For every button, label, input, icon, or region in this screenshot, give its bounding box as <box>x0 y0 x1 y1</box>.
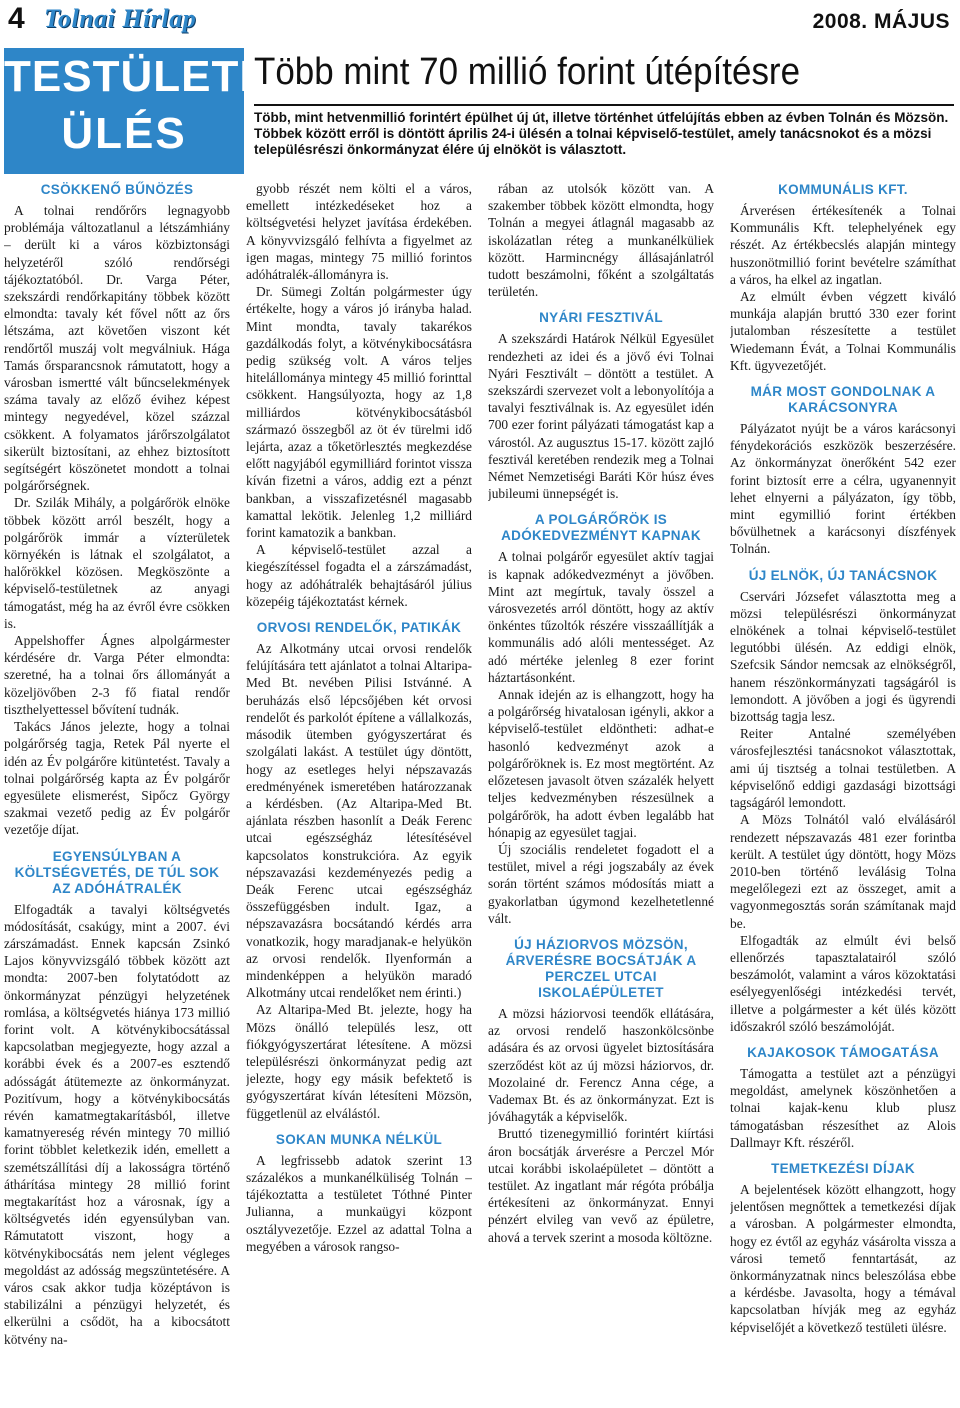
paragraph: Appelshoffer Ágnes alpolgármester kérdésére dr. Varga Péter elmondta: szeretné, ha a tolnai őrs állományát a közeljövőben 2-3 fő fiatal rendőr tiszthelyettessel bővítení tudnák. <box>4 633 230 717</box>
paragraph: Pályázatot nyújt be a város karácsonyi fénydekorációs eszközök beszerzésére. Az önkormányzat önerőként 542 ezer forint biztosít erre a célra, ugyanennyit lehet elnyerni a pályázaton, így több, mint egymillió forint értékben bővülhetnek a karácsonyi díszfények Tolnán. <box>730 421 956 557</box>
paragraph: Dr. Sümegi Zoltán polgármester úgy értékelte, hogy a város jó irányba halad. Mint mondta, tavaly takarékos gazdálkodás folyt, a kötvénykibocsátásra pedig szükség volt. A város teljes hitelállománya mintegy 45 millió forinttal csökkent. Hangsúlyozta, hogy az 1,8 milliárdos kötvénykibocsátásból származó összegből az öt év türelmi idő lejárta, azaz a tőketörlesztés megkezdése előtt nagyjából egymilliárd forintot vissza kíván fizetni a város, addig ezt a pénzt bankban, a visszafizetésnél magasabb kamattal lekötik. Jelenleg 1,2 milliárd forint kamatozik a bankban. <box>246 284 472 541</box>
subheading: A POLGÁRŐRÖK IS ADÓKEDVEZMÉNYT KAPNAK <box>501 512 701 544</box>
paragraph: Árverésen értékesítenék a Tolnai Kommunális Kft. telephelyének egy részét. Az értékbecslés alapján mintegy huszonötmillió forint bevételre számíthat a város, ha elkel az ingatlan. <box>730 203 956 287</box>
paragraph: Cservári Józsefet választotta meg a mözsi településrészi önkormányzat elnökének a tolnai képviselő-testület legutóbbi ülésén. Az eddigi elnök, Szefcsik Sándor nemcsak az elnökségről, hanem részönkormányzati tagságáról is lemondott. A jövőben a jogi és ügyrendi bizottság tagja lesz. <box>730 588 956 725</box>
subheading: KAJAKOSOK TÁMOGATÁSA <box>747 1044 939 1060</box>
subheading: EGYENSÚLYBAN A KÖLTSÉGVETÉS, DE TÚL SOK AZ ADÓHÁTRALÉK <box>14 848 220 896</box>
article-headline: Több mint 70 millió forint útépítésre <box>254 51 801 93</box>
subheading: KOMMUNÁLIS KFT. <box>778 182 908 197</box>
paragraph: A mözsi háziorvosi teendők ellátására, az orvosi rendelő haszonkölcsönbe adására és az orvosi ügyelet biztosítására szerződést köt az új mözsi háziorvos, dr. Mozolainé dr. Ferencz Anna cége, a Vademax Bt. és az önkormányzat. Ezt is jóváhagyták a képviselők. <box>488 1005 714 1125</box>
column-2 <box>246 180 472 1406</box>
paragraph: Elfogadták az elmúlt évi belső ellenőrzés tapasztalatairól szóló beszámolót, valamint a város közoktatási esélyegyenlőségi intézkedési tervét, illetve a polgármester a két ülés között időszakról szóló beszámolóját. <box>730 932 956 1034</box>
paragraph: Bruttó tizenegymillió forintért kiírtási áron bocsátják árverésre a Perczel Mór utcai korábbi iskolaépületet – döntött a testület. Az ingatlant már régóta próbálja értékesíteni az önkormányzat. Ennyi pénzért elvileg van vevő az épületre, ahová a tervek szerint a mosoda költözne. <box>488 1126 714 1245</box>
newspaper-logo: Tolnai Hírlap <box>44 4 197 33</box>
paragraph: Dr. Szilák Mihály, a polgárőrök elnöke többek között arról beszélt, hogy a polgárőrök immár a vízterületek környékén is látnak el szolgálatot, a halőrökkel közösen. Megköszönte a képviselő-testületnek az anyagi támogatást, még ha az évről évre csökken is. <box>4 495 230 631</box>
paragraph: A bejelentések között elhangzott, hogy jelentősen megnőttek a temetkezési díjak a városban. A polgármester elmondta, hogy ez évtől az egyház vásárolta vissza a városi temető fenntartását, az önkormányzatnak nincs beleszólása ebbe a kérdésbe. Javasolta, hogy a témával kapcsolatban hívják meg az egyház képviselőjét a következő testületi ülésre. <box>730 1181 956 1335</box>
paragraph: Az Alkotmány utcai orvosi rendelők felújítására tett ajánlatot a tolnai Altaripa-Med Bt. nevében Pilisi Istvánné. A beruházás első lépcsőjében két orvosi rendelőt és parkolót építene a vállalkozás, második ütemben gyógyszertárat és szolgálati lakást. A testület úgy döntött, hogy az esetleges helyi népszavazás eredményének ismeretében határozzanak a kérdésben. (Az Altaripa-Med Bt. ajánlata részben hasonlít a Deák Ferenc utcai egészségház létesítésével kapcsolatos konstrukcióra. Az egyik népszavazási kezdeményezés pedig a Deák Ferenc utcai egészségház összefüggésben indult. Igaz, a népszavazásra bocsátandó kérdés arra vonatkozik, hogy maradjanak-e helyükön az orvosi rendelők. Ilyenformán a mindenképpen a helyükön maradó Alkotmány utcai rendelőket nem érinti.) <box>246 641 472 1001</box>
column-4 <box>730 180 956 1406</box>
subheading: ORVOSI RENDELŐK, PATIKÁK <box>256 620 462 636</box>
page-number: 4 <box>8 2 25 35</box>
section-label <box>4 48 253 174</box>
paragraph: A szekszárdi Határok Nélkül Egyesület rendezheti az idei és a jövő évi Tolnai Nyári Fesztivált – döntött a testület. A szekszárdi szervezet volt a lebonyolítója a tavalyi fesztiválnak is. Az egyesület idén 700 ezer forint pályázati támogatást kap a várostól. Az augusztus 15-17. között zajló fesztivál keretében rendezik meg a Tolnai Német Nemzetiségi Baráti Kör húsz éves jubileumi ünnepségét is. <box>488 331 714 502</box>
paragraph: A tolnai rendőrőrs legnagyobb problémája változatlanul a létszámhiány – derült ki a város közbiztonsági helyzetéről szóló rendőrségi tájékoztatóból. Dr. Varga Péter, szekszárdi rendőrkapitány többek között elmondta: tavaly két fővel nőtt az őrs létszáma, azt követően viszont két rendőrtől muszáj volt megválniuk. Hága Tamás őrsparancsnok rámutatott, hogy a városban ismertté vált bűncselekmények száma tavaly az előző évihez képest mintegy negyedével, közel százzal csökkent. A folyamatos járőrszolgálatot sikerült biztosítani, az ehhez biztosított segítségért köszönetet mondott a tolnai polgárőrségnek. <box>4 203 230 494</box>
issue-date: 2008. MÁJUS <box>812 10 950 33</box>
column-1 <box>4 180 230 1406</box>
paragraph: rában az utolsók között van. A szakember többek között elmondta, hogy Tolnán a megyei átlagnál magasabb az iskolázatlan réteg a munkanélküliek között. Harmincnégy állásajánlatról tudott beszámolni, főként a szolgáltatás területén. <box>488 181 714 300</box>
headline-rule <box>254 104 954 106</box>
paragraph: A képviselő-testület azzal a kiegészítéssel fogadta el a zárszámadást, hogy az adóhátralék behajtásáról július közepéig tájékoztatást kérnek. <box>246 542 472 609</box>
subheading: CSÖKKENŐ BŰNÖZÉS <box>40 182 194 197</box>
subheading: SOKAN MUNKA NÉLKÜL <box>275 1131 443 1147</box>
article-lead: Több, mint hetvenmillió forintért épülhet új út, illetve történhet útfelújítás ebben az évben Tolnán és Mözsön. Többek között erről is döntött április 24-i ülésén a tolnai képviselő-testület, amely tanácsnokot és a mözsi településrészi önkormányzat élére új elnököt is választott. <box>254 110 949 157</box>
paragraph: Az Altaripa-Med Bt. jelezte, hogy ha Mözs önálló település lesz, ott fiókgyógyszertárat létesítene. A mözsi településrészi önkormányzat pedig azt jelezte, hogy egy másik befektető is gyógyszertárat kíván létesíteni Mözsön, függetlenül az elválástól. <box>246 1002 472 1121</box>
page-header <box>0 0 960 40</box>
section-label-line2: ÜLÉS <box>61 109 187 158</box>
paragraph: Támogatta a testület azt a pénzügyi megoldást, amelynek köszönhetően a tolnai kajak-kenu klub plusz támogatásban részesíthet az Alois Dallmayr Kft. részéről. <box>730 1065 956 1150</box>
subheading: NYÁRI FESZTIVÁL <box>539 310 663 326</box>
paragraph: A legfrissebb adatok szerint 13 százalékos a munkanélküliség Tolnán – tájékoztatta a testületet Tóthné Pinter Julianna, a munkaügyi központ osztályvezetője. Ezzel az adattal Tolna a megyében a városok rangso- <box>246 1152 472 1254</box>
paragraph: Takács János jelezte, hogy a tolnai polgárőrség tagja, Retek Pál nyerte el idén az Év polgárőre kitüntetést. Tavaly a tolnai polgárőrség kapta az Év polgárőr egyesülete elismerést, Sipőcz György szakmai vezető pedig az Év polgárőr vezetője díjat. <box>4 719 230 838</box>
paragraph: gyobb részét nem költi el a város, emellett intézkedéseket hoz a költségvetési helyzet javítása érdekében. A könyvvizsgáló felhívta a figyelmet az igen magas, mintegy 75 millió forintos adóhátralék-állományra is. <box>246 181 472 283</box>
section-label-line1: TESTÜLETI <box>4 52 253 101</box>
paragraph: A tolnai polgárőr egyesület aktív tagjai is kapnak adókedvezményt a jövőben. Mint azt megírtuk, tavaly összel a városvezetés arról döntött, hogy az aktív önkéntes tűzoltók részére visszaállítják a kommunális adó alóli mentességet. Az adó mértéke jelenleg 8 ezer forint háztartásonként. <box>488 549 714 685</box>
article-columns <box>4 180 956 1406</box>
subheading: TEMETKEZÉSI DÍJAK <box>771 1160 915 1176</box>
paragraph: Az elmúlt évben végzett kiváló munkája alapján bruttó 330 ezer forint jutalomban részesítette a testület Wiedemann Évát, a Tolnai Kommunális Kft. ügyvezetőjét. <box>730 289 956 373</box>
subheading: ÚJ HÁZIORVOS MÖZSÖN, ÁRVERÉSRE BOCSÁTJÁK A PERCZEL UTCAI ISKOLAÉPÜLETET <box>505 936 697 1000</box>
column-3 <box>488 180 714 1406</box>
paragraph: Reiter Antalné személyében városfejlesztési tanácsnokot választottak, ami új tisztség a tolnai testületben. A képviselőnő eddigi gazdasági bizottsági tagságáról lemondott. <box>730 726 956 811</box>
paragraph: Elfogadták a tavalyi költségvetés módosítását, csakúgy, mint a 2007. évi zárszámadást. Ennek kapcsán Zsinkó Lajos könyvvizsgáló többek között azt mondta: 2007-ben folytatódott az önkormányzat pénzügyi helyzetének romlása, a költségvetés hiánya 173 millió forint volt. A kötvénykibocsátással kapcsolatban megjegyezte, hogy azzal a korábbi évek és a 2007-es esztendő adósságát átütemezte az önkormányzat. Pozitívum, hogy a kötvénykibocsátás révén kamatmegtakarításból, illetve kamatnyereség révén mintegy 70 millió forint többlet keletkezik idén, emellett a szemétszállítási díj a lakosságra történő áthárítása mintegy 28 millió forint megtakarítást hoz a városnak, így a költségvetés idén egyensúlyban van. Rámutatott viszont, hogy a kötvénykibocsátás nem jelent végleges megoldást az adósság megszüntetésére. A város csak akkor tudja középtávon is stabilizálni a pénzügyi helyzetét, és elkerülni a csődöt, ha a kibocsátott kötvény na- <box>4 901 230 1347</box>
paragraph: Új szociális rendeletet fogadott el a testület, mivel a régi jogszabály az évek során történt számos módosítás miatt a gyakorlatban úgymond kezelhetetlenné vált. <box>488 841 714 926</box>
paragraph: A Mözs Tolnától való elválásáról rendezett népszavazás 481 ezer forintba került. A testület úgy döntött, hogy Mözs 2010-ben történő leválásig Tolna megelőlegezi ezt az összeget, amit a vagyonmegosztás során számítanak majd be. <box>730 812 956 931</box>
subheading: ÚJ ELNÖK, ÚJ TANÁCSNOK <box>748 567 938 583</box>
subheading: MÁR MOST GONDOLNAK A KARÁCSONYRA <box>750 384 936 416</box>
paragraph: Annak idején az is elhangzott, hogy ha a polgárőrség hivatalosan igényli, akkor a képviselő-testület eldöntheti: adhat-e hasonló kedvezményt azok a polgárőröknek is. Ez most megtörtént. Az előzetesen javasolt ötven százalék helyett teljes kedvezményben részesülnek a polgárőrök, ha adott évben legalább hat hónapig az egyesület tagjai. <box>488 687 714 840</box>
